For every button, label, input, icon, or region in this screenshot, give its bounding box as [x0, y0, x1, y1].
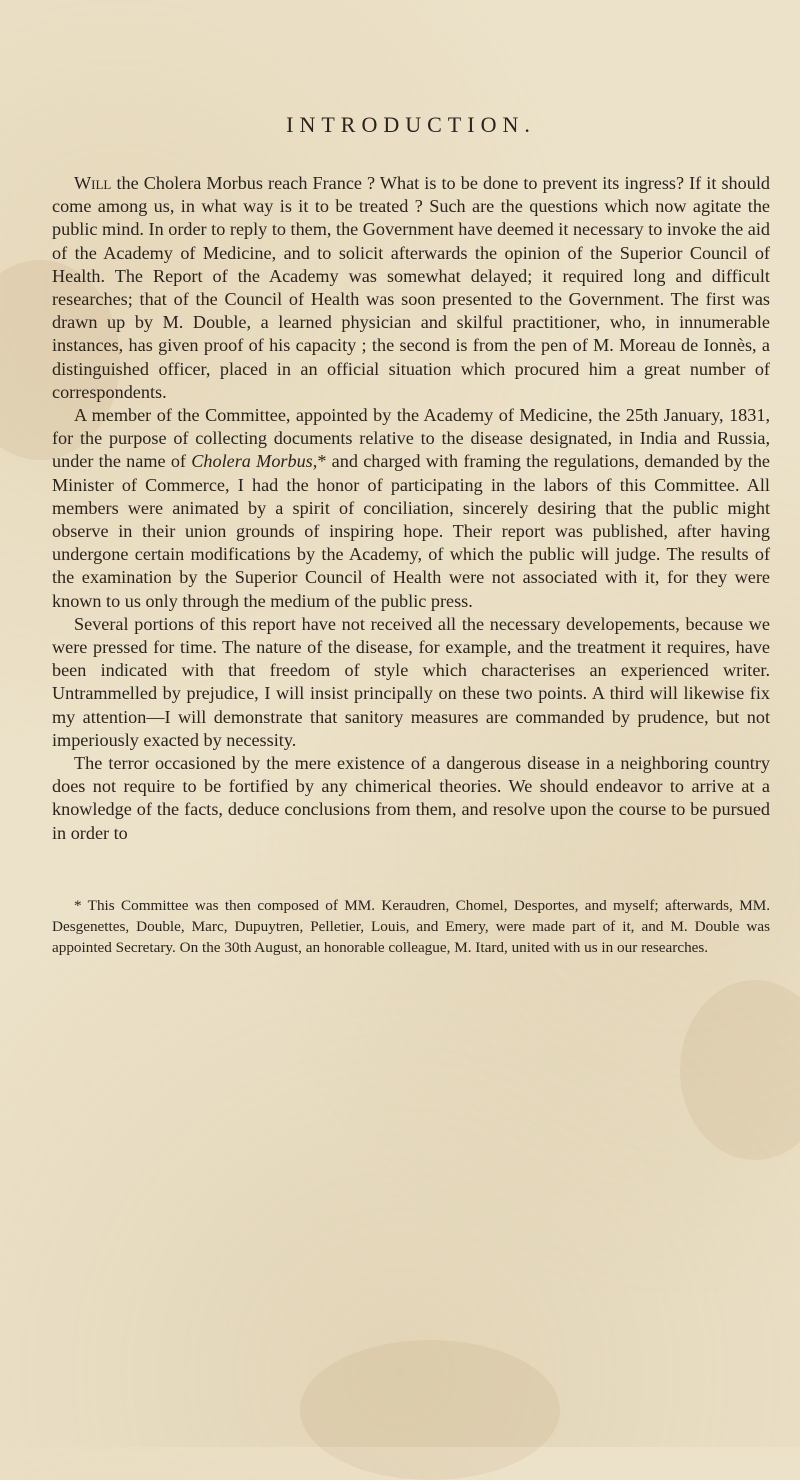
body-text [52, 172, 770, 845]
paper-stain [680, 980, 800, 1160]
paragraph-lead-word: Will [74, 173, 112, 193]
paper-stain [300, 1340, 560, 1480]
italic-term: Cholera Morbus, [191, 451, 318, 472]
footnote [52, 895, 770, 958]
footnote-mark: * [317, 451, 327, 472]
paragraph-text: A member of the Committee, appointed by the Academy of Medicine, the 25th January, 1831, for the purpose of collecting documents relative to the disease designated, in India and Russia, under the name of [52, 405, 770, 472]
book-page [52, 0, 770, 958]
paragraph-text: and charged with framing the regulations, demanded by the Minister of Commerce, I had the honor of participating in the labors of this Committee. All members were animated by a spirit of conciliation, sincerely desiring that the public might observe in their union grounds of inspiring hope. Their report was published, after having undergone certain modifications by the Academy, of which the public will judge. The results of the examination by the Superior Council of Health were not associated with it, for they were known to us only through the medium of the public press. [52, 451, 771, 611]
paragraph-3 [52, 613, 770, 752]
paragraph-4 [52, 752, 770, 845]
paragraph-text: the Cholera Morbus reach France ? What is to be done to prevent its ingress? If it should come among us, in what way is it to be treated ? Such are the questions which now agitate the public mind. In order to reply to them, the Government have deemed it necessary to invoke the aid of the Academy of Medicine, and to solicit afterwards the opinion of the Superior Council of Health. The Report of the Academy was somewhat delayed; it required long and difficult researches; that of the Council of Health was soon presented to the Government. The first was drawn up by M. Double, a learned physician and skilful practitioner, who, in innumerable instances, has given proof of his capacity ; the second is from the pen of M. Moreau de Ionnès, a distinguished officer, placed in an official situation which procured him a great number of correspondents. [52, 173, 770, 402]
paragraph-2 [52, 404, 770, 613]
page-heading: INTRODUCTION. [286, 112, 536, 137]
paragraph-1 [52, 172, 770, 404]
footnote-text: * This Committee was then composed of MM. Keraudren, Chomel, Desportes, and myself; afterwards, MM. Desgenettes, Double, Marc, Dupuytren, Pelletier, Louis, and Emery, were made part of it, and M. Double was appointed Secretary. On the 30th August, an honorable colleague, M. Itard, united with us in our researches. [52, 896, 770, 956]
paragraph-text: The terror occasioned by the mere existence of a dangerous disease in a neighboring country does not require to be fortified by any chimerical theories. We should endeavor to arrive at a knowledge of the facts, deduce conclusions from them, and resolve upon the course to be pursued in order to [52, 753, 770, 843]
paragraph-text: Several portions of this report have not received all the necessary developements, because we were pressed for time. The nature of the disease, for example, and the treatment it requires, have been indicated with that freedom of style which characterises an experienced writer. Untrammelled by prejudice, I will insist principally on these two points. A third will likewise fix my attention—I will demonstrate that sanitory measures are commanded by prudence, but not imperiously exacted by necessity. [52, 613, 770, 750]
